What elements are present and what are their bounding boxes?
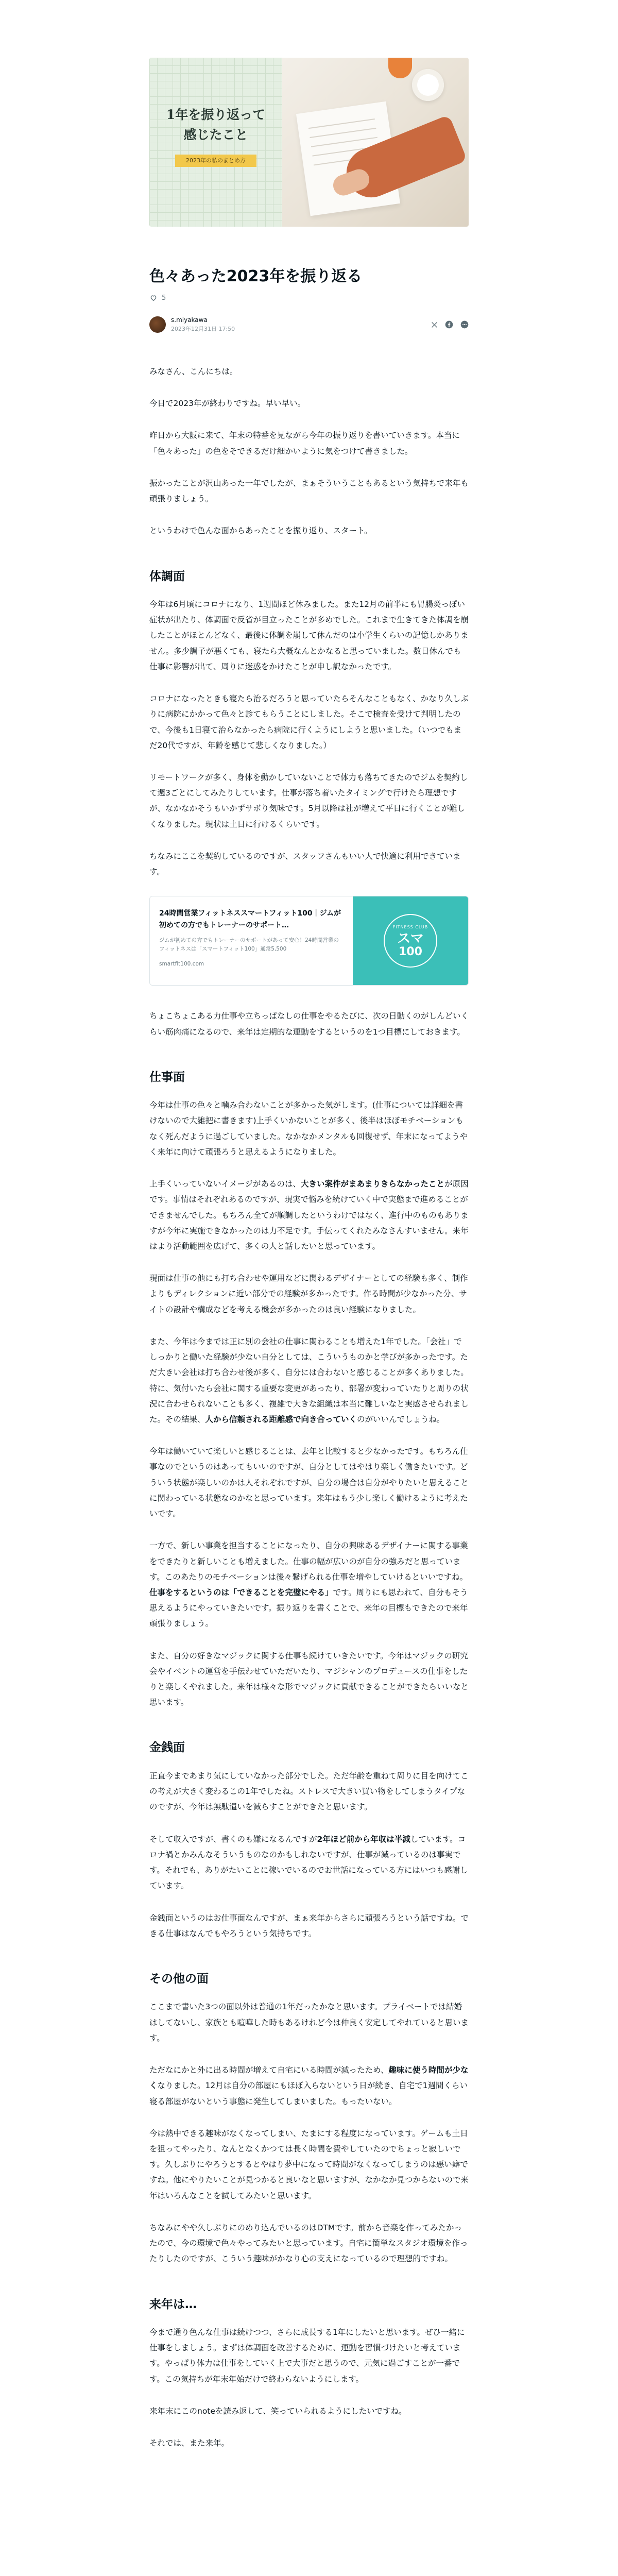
bold-text: 大きい案件がまあまりきらなかったこと (301, 1179, 445, 1189)
facebook-icon[interactable] (445, 320, 453, 329)
paragraph (149, 1538, 469, 1631)
link-embed-card[interactable] (149, 896, 469, 986)
hero-subtitle-badge: 2023年の私のまとめ方 (175, 155, 256, 167)
like-row (149, 294, 469, 302)
hero-image (149, 58, 469, 227)
text-span: 一方で、新しい事業を担当することになったり、自分の興味あるデザイナーに関する事業をできたりと新しいことも増えました。仕事の幅が広いのが自分の強みだと思っています。このあたりのモチベーションは後々繋げられる仕事を増やしていけるといいですね。 (149, 1541, 468, 1582)
hero-title-line2: 感じたこと (183, 127, 248, 142)
paragraph: ちなみにここを契約しているのですが、スタッフさんもいい人で快適に利用できています。 (149, 851, 461, 877)
text-span: そして収入ですが、書くのも嫌になるんですが (149, 1834, 317, 1844)
paragraph: 昨日から大阪に来て、年末の特番を見ながら今年の振り返りを書いていきます。本当に「色々あった」の色をそできるだけ細かいように気をつけて書きました。 (149, 431, 460, 456)
thumb-top-text: FITNESS CLUB (392, 925, 428, 930)
paragraph: 振かったことが沢山あった一年でしたが、まぁそういうこともあるという気持ちで来年も頑張りましょう。 (149, 478, 469, 504)
hero-photo (282, 58, 469, 227)
x-logo-icon[interactable] (431, 321, 438, 328)
paragraph (149, 1176, 469, 1254)
hero-orange (388, 58, 412, 78)
embed-description: ジムが初めての方でもトレーナーのサポートがあって安心！24時間営業のフィットネスは「スマートフィット100」通常5,500 (159, 937, 339, 952)
paragraph: ちょこちょこある力仕事や立ちっぱなしの仕事をやるたびに、次の日動くのがしんどいくらい筋肉痛になるので、来年は定期的な運動をするというのを1つ目標にしておきます。 (149, 1011, 469, 1037)
paragraph: 今年は働いていて楽しいと感じることは、去年と比較すると少なかったです。もちろん仕事なのでというのはあってもいいのですが、自分としてはやはり楽しく働きたいです。どういう状態が楽しいのかは人それぞれですが、自分の場合は自分がやりたいと思えることに関わっている状態なのかなと思っています。来年はもう少し楽しく働けるように考えたいです。 (149, 1447, 469, 1519)
bold-text: 2年ほど前から年収は半減 (317, 1834, 410, 1844)
paragraph: ここまで書いた3つの面以外は普通の1年だったかなと思います。プライベートでは結婚はしてないし、家族とも喧嘩した時もあるけれど今は仲良く安定してやれていると思います。 (149, 2002, 469, 2043)
thumb-main-text: スマ (397, 930, 424, 946)
embed-thumbnail (353, 896, 468, 985)
paragraph: ちなみにやや久しぶりにのめり込んでいるのはDTMです。前から音楽を作ってみたかったので、今の環境で色々やってみたいと思っています。自宅に簡単なスタジオ環境を作ったりしたのですが、こういう趣味がかなり心の支えになっているので理想的ですね。 (149, 2223, 468, 2264)
heading-work: 仕事面 (149, 1070, 185, 1084)
article-title: 色々あった2023年を振り返る (149, 267, 363, 285)
paragraph: 現面は仕事の他にも打ち合わせや運用などに関わるデザイナーとしての経験も多く、制作よりもディレクションに近い部分での経験が多かったです。作る時間が少なかった分、サイトの設計や構成などを考える機会が多かったのは良い経験になりました。 (149, 1274, 468, 1314)
article-body (149, 364, 469, 2467)
text-span: また、今年は今までは正に別の会社の仕事に関わることも増えた1年でした。「会社」でしっかりと働いた経験が少ない自分としては、こういうものかと学びが多かったです。ただ大きい会社は打ち合わせ後が多く、自分には合わないと感じることが多くありました。特に、気付いたら会社に関する重要な変更があったり、部署が変わっていたりと周りの状況に合わせられないことも多く、複雑で大きな組織は本当に難しいなと実感させられました。その結果、 (149, 1336, 469, 1424)
fitness-logo-icon (384, 914, 437, 968)
text-span: なりました。12月は自分の部屋にもほぼ入らないという日が続き、自宅で1週間くらい寝る部屋がないという事態に発生してしまいました。もったいない。 (149, 2081, 468, 2106)
text-span: です。周りにも思われて、自分もそう思えるようにやっていきたいです。振り返りを書くことで、来年の目標もできたので来年頑張りましょう。 (149, 1587, 468, 1629)
text-span: のがいいんでしょうね。 (357, 1414, 445, 1424)
bold-text: 趣味に使う時間が少なく (149, 2065, 469, 2091)
like-count: 5 (162, 294, 166, 302)
heading-other: その他の面 (149, 1972, 209, 1986)
thumb-number: 100 (399, 945, 422, 959)
paragraph: 金銭面というのはお仕事面なんですが、まぁ来年からさらに頑張ろうという話ですね。できる仕事はなんでもやろうという気持ちです。 (149, 1913, 469, 1938)
heading-money: 金銭面 (149, 1741, 185, 1755)
paragraph (149, 2062, 469, 2109)
hero-cup (412, 69, 444, 101)
heart-outline-icon[interactable] (149, 294, 158, 302)
paragraph: というわけで色んな面からあったことを振り返り、スタート。 (149, 526, 372, 536)
hero-title-line1: 1年を振り返って (166, 107, 266, 122)
paragraph: また、自分の好きなマジックに関する仕事も続けていきたいです。今年はマジックの研究会やイベントの運営を手伝わせていただいたり、マジシャンのプロデュースの仕事をしたりと楽しくやれました。来年は様々な形でマジックに貢献できることができたらいいなと思います。 (149, 1651, 469, 1707)
paragraph (149, 1334, 469, 1427)
paragraph: 正直今まであまり気にしていなかった部分でした。ただ年齢を重ねて周りに目を向けてこの考えが大きく変わるこの1年でしたね。ストレスで大きい買い物をしてしまうタイプなのですが、今年は無駄遣いを減らすことができたと思います。 (149, 1771, 469, 1812)
paragraph: 来年末にこのnoteを読み返して、笑っていられるようにしたいですね。 (149, 2406, 407, 2416)
text-span: 上手くいっていないイメージがあるのは、 (149, 1179, 301, 1189)
hero-grid-panel (149, 58, 282, 227)
author-row (149, 315, 469, 334)
paragraph: 今年は6月頃にコロナになり、1週間ほど休みました。また12月の前半にも胃腸炎っぽい症状が出たり、体調面で反省が目立ったことが多めでした。これまで生きてきた体調を崩したことがほとんどなく、最後に体調を崩して休んだのは小学生くらいの記憶しかありません。多少調子が悪くても、寝たら大概なんとかなると思っていました。数日休んでも仕事に影響が出て、周りに迷惑をかけたことが申し訳なかったです。 (149, 600, 469, 671)
embed-title: 24時間営業フィットネススマートフィット100｜ジムが初めての方でもトレーナーのサポート… (159, 909, 341, 929)
paragraph: 今は熱中できる趣味がなくなってしまい、たまにする程度になっています。ゲームも土日を狙ってやったり、なんとなくかつては長く時間を費やしていたのでちょっと寂しいです。久しぶりにやろうとするとやはり夢中になって時間がなくなってしまうのは悪い癖ですね。他にやりたいことが見つかると良いなと思いますが、なかなか見つからないので来年はいろんなことを試してみたいと思います。 (149, 2128, 469, 2200)
embed-domain: smartfit100.com (159, 960, 204, 967)
paragraph: 今日で2023年が終わりですね。早い早い。 (149, 399, 305, 409)
paragraph: コロナになったときも寝たら治るだろうと思っていたらそんなこともなく、かなり久しぶりに病院にかかって色々と診てもらうことにしました。そこで検査を受けて判明したので、今後も1日寝て治らなかったら病院に行くようにしようと思いました。（いつでもまだ20代ですが、年齢を感じて悲しくなりました。） (149, 694, 469, 750)
author-name[interactable]: s.miyakawa (171, 316, 208, 324)
text-span: しています。コロナ禍とかみんなそういうものなのかもしれないですが、仕事が減っているのは事実です。それでも、ありがたいことに稼いでいるのでお世話になっている方にはいつも感謝しています。 (149, 1834, 468, 1891)
paragraph: それでは、また来年。 (149, 2438, 230, 2448)
paragraph (149, 1832, 469, 1894)
heading-next-year: 来年は… (149, 2297, 197, 2311)
paragraph: 今年は仕事の色々と噛み合わないことが多かった気がします。(仕事については詳細を書けないので大雑把に書きます)上手くいかないことが多く、後半はほぼモチベーションもなく死んだように過ごしていました。なかなかメンタルも回復せず、年末になってようやく来年に向けて頑張ろうと思えるようになりました。 (149, 1100, 468, 1157)
paragraph: 今まで通り色んな仕事は続けつつ、さらに成長する1年にしたいと思います。ぜひ一緒に仕事をしましょう。まずは体調面を改善するために、運動を習慣づけたいと考えています。やっぱり体力は仕事をしていく上で大事だと思うので、元気に過ごすことが一番です。この気持ちが年末年始だけで終わらないようにします。 (149, 2328, 465, 2384)
paragraph: みなさん、こんにちは。 (149, 367, 238, 376)
paragraph: リモートワークが多く、身体を動かしていないことで体力も落ちてきたのでジムを契約して週3ごとにしてみたりしています。仕事が落ち着いたタイミングで行けたら理想ですが、なかなかそうもいかずサボり気味です。5月以降は社が増えて平日に行くことが難しくなりました。現状は土日に行けるくらいです。 (149, 773, 468, 829)
bold-text: 仕事をするというのは「できることを完璧にやる」 (149, 1587, 333, 1597)
post-date: 2023年12月31日 17:50 (171, 326, 235, 332)
hero-title (161, 105, 271, 145)
heading-health: 体調面 (149, 569, 185, 583)
avatar[interactable] (149, 316, 166, 333)
bold-text: 人から信頼される距離感で向き合っていく (205, 1414, 357, 1424)
text-span: ただなにかと外に出る時間が増えて自宅にいる時間が減ったため、 (149, 2065, 389, 2075)
text-span: が原因です。事情はそれぞれあるのですが、現実で悩みを続けていく中で実態まで進めることができませんでした。もちろん全てが順調したというわけではなく、進行中のものもありますが今年に実施できなかったのは力不足です。手伝ってくれたみなさんすいません。来年はより活動範囲を広げて、多くの人と話したいと思っています。 (149, 1179, 469, 1251)
share-buttons (431, 320, 469, 329)
more-horizontal-icon[interactable] (460, 320, 469, 329)
